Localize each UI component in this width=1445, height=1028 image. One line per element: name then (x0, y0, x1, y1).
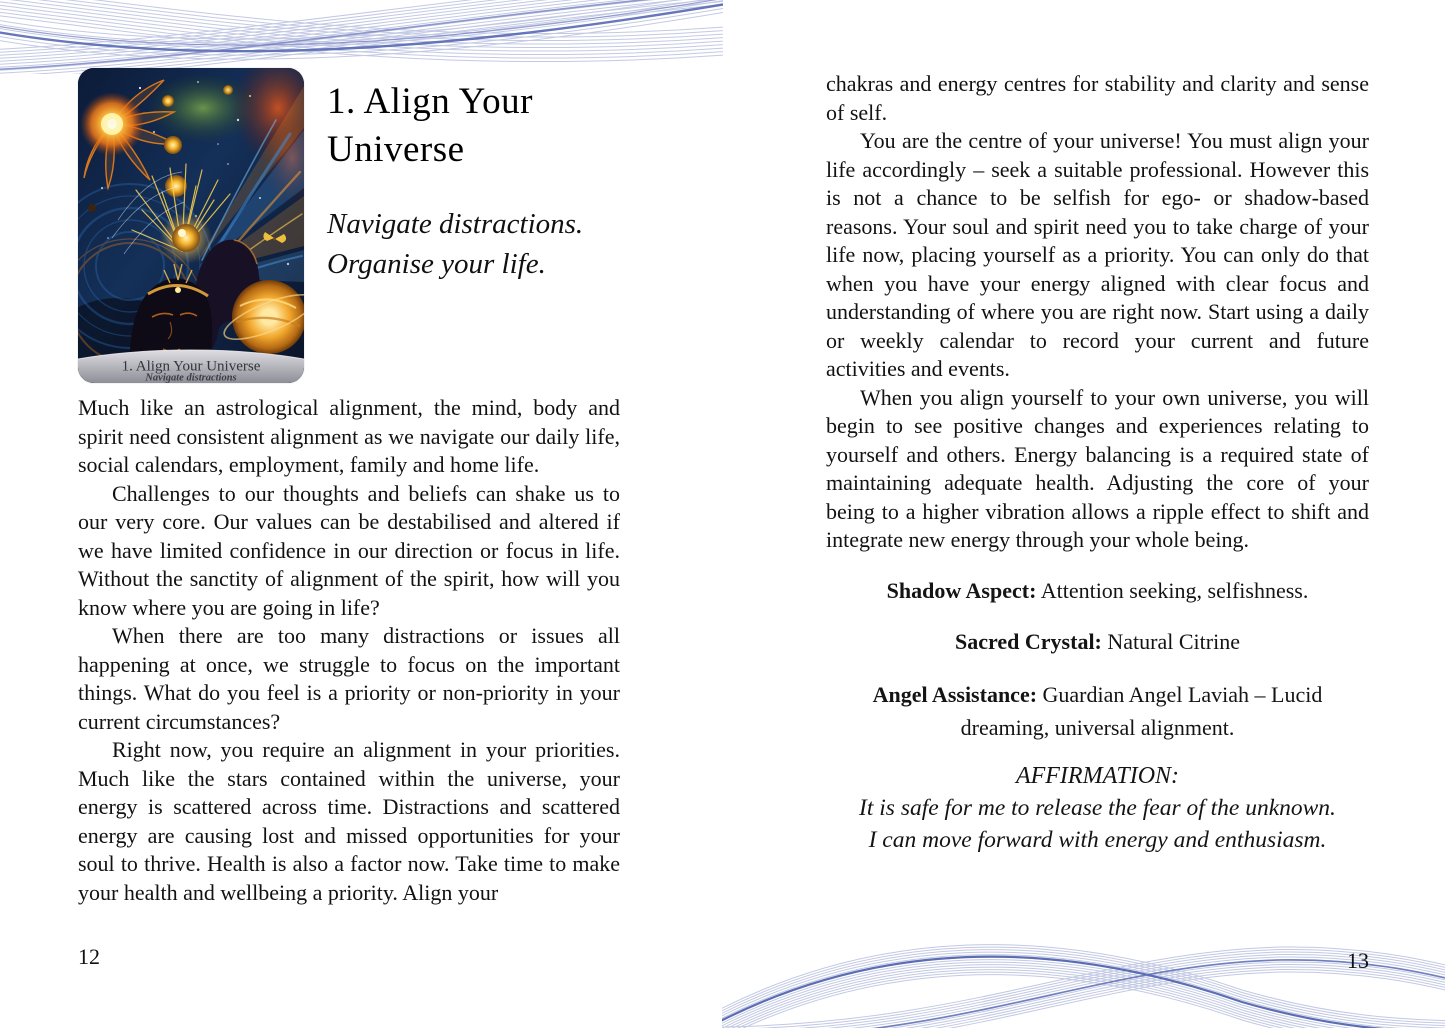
sacred-crystal (826, 627, 1369, 657)
forehead-orb (160, 212, 212, 264)
shadow-aspect-label: Shadow Aspect: (886, 577, 1037, 603)
paragraph: When you align yourself to your own universe, you will begin to see positive changes and experiences relating to yourself and others. Energy balancing is a required state of maintaining adequate health. Adjusting the core of your being to a higher vibration allows a ripple effect to shift and integrate new energy through your whole being. (826, 384, 1369, 552)
page-number-right: 13 (1347, 948, 1369, 973)
chapter-subtitle-line: Navigate distractions. (327, 208, 584, 240)
affirmation-line: It is safe for me to release the fear of the unknown. (859, 794, 1336, 821)
shadow-aspect-text: Attention seeking, selfishness. (1040, 577, 1309, 603)
card-band-subtitle: Navigate distractions (145, 372, 237, 383)
chapter-heading-block (327, 78, 637, 284)
card-band-title: 1. Align Your Universe (121, 358, 261, 375)
page-number-left: 12 (78, 944, 100, 969)
shadow-aspect (826, 576, 1369, 606)
sacred-crystal-text: Natural Citrine (1107, 628, 1240, 654)
angel-assistance (826, 678, 1369, 744)
angel-assistance-text: Guardian Angel Laviah – Lucid dreaming, universal alignment. (960, 681, 1323, 740)
paragraph: Challenges to our thoughts and beliefs can shake us to our very core. Our values can be destabilised and altered if we have limited confidence in our direction or focus in life. Without the sanctity of alignment of the spirit, how will you know where you are going in life? (78, 480, 620, 620)
affirmation-title: AFFIRMATION: (1015, 762, 1180, 789)
paragraph: You are the centre of your universe! You must align your life accordingly – seek a suitable professional. However this is not a chance to be selfish for ego- or shadow-based reasons. Your soul and spirit need you to take charge of your life now, placing yourself as a priority. You can only do that when you have your energy aligned with clear focus and understanding of where you are right now. Start using a daily or weekly calendar to record your current and future activities and events. (826, 128, 1369, 381)
paragraph: Much like an astrological alignment, the mind, body and spirit need consistent alignment as we navigate our daily life, social calendars, employment, family and home life. (78, 395, 620, 477)
paragraph: chakras and energy centres for stability and clarity and sense of self. (826, 71, 1369, 125)
chapter-subtitle (327, 204, 637, 284)
oracle-card (78, 68, 304, 383)
affirmation-line: I can move forward with energy and enthusiasm. (868, 826, 1327, 853)
top-wave-decoration (0, 0, 723, 74)
affirmation-block (826, 760, 1369, 856)
left-page-paragraphs (78, 394, 620, 907)
bottom-wave-decoration (722, 936, 1445, 1028)
paragraph: When there are too many distractions or issues all happening at once, we struggle to focus on the important things. What do you feel is a priority or non-priority in your current circumstances? (78, 623, 620, 734)
angel-assistance-label: Angel Assistance: (872, 681, 1038, 707)
sacred-crystal-label: Sacred Crystal: (955, 628, 1102, 654)
chapter-subtitle-line: Organise your life. (327, 248, 546, 280)
oracle-card-artwork (78, 68, 304, 383)
right-page-paragraphs (826, 70, 1369, 555)
card-band (78, 350, 304, 383)
left-page-body (78, 394, 620, 907)
right-page-body (826, 70, 1369, 856)
chapter-title: 1. Align Your Universe (327, 81, 533, 170)
paragraph: Right now, you require an alignment in your priorities. Much like the stars contained within the universe, your energy is scattered across time. Distractions and scattered energy are causing lost and missed opportunities for your soul to thrive. Health is also a factor now. Take time to make your health and wellbeing a priority. Align your (78, 737, 620, 905)
